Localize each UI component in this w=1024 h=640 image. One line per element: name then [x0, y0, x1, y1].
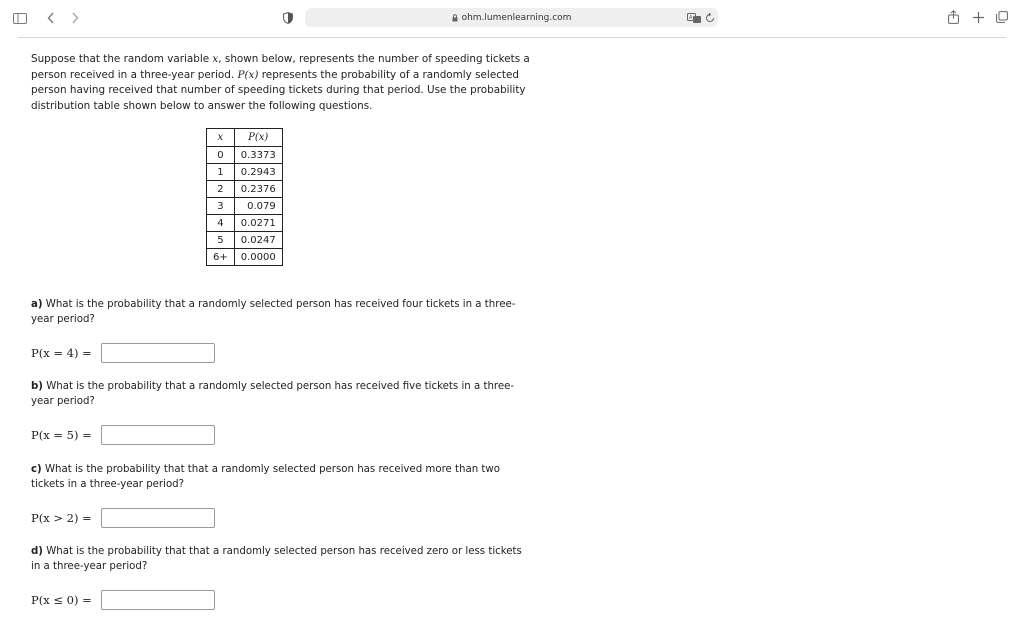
question-b-body: What is the probability that a randomly selected person has received five tickets in a three-year period?	[31, 381, 515, 408]
question-d-letter: d)	[31, 546, 43, 557]
cell-x: 5	[207, 232, 235, 249]
table-row	[207, 215, 283, 232]
answer-a-row	[31, 343, 215, 363]
intro-part2: , shown below, represents the number of speeding tickets a person received in a three-year period.	[31, 53, 530, 81]
svg-text:A: A	[688, 14, 692, 21]
cell-x: 6+	[207, 249, 235, 266]
table-row	[207, 198, 283, 215]
sidebar-icon[interactable]	[12, 11, 28, 25]
toolbar-divider	[18, 37, 1006, 38]
url-text: ohm.lumenlearning.com	[461, 12, 572, 23]
browser-toolbar	[0, 0, 1024, 36]
answer-b-row	[31, 425, 215, 445]
question-c-letter: c)	[31, 464, 42, 475]
cell-p: 0.0000	[234, 249, 282, 266]
answer-a-input[interactable]	[101, 343, 215, 363]
answer-a-label: P(x = 4) =	[31, 346, 92, 360]
shield-icon[interactable]	[282, 11, 294, 25]
question-d-text	[31, 544, 531, 574]
question-c-body: What is the probability that that a randomly selected person has received more than two tickets in a three-year period?	[31, 464, 500, 491]
question-intro	[31, 52, 531, 114]
cell-x: 1	[207, 164, 235, 181]
intro-px: P(x)	[237, 68, 259, 81]
share-icon[interactable]	[946, 9, 960, 25]
intro-variable: x	[212, 53, 219, 65]
question-a-text	[31, 297, 531, 327]
question-d-body: What is the probability that that a randomly selected person has received zero or less tickets in a three-year period?	[31, 546, 522, 573]
cell-p: 0.2943	[234, 164, 282, 181]
cell-p: 0.079	[234, 198, 282, 215]
answer-d-input[interactable]	[101, 590, 215, 610]
cell-p: 0.0271	[234, 215, 282, 232]
table-row	[207, 147, 283, 164]
table-row	[207, 164, 283, 181]
reload-icon[interactable]	[704, 11, 716, 25]
answer-b-label: P(x = 5) =	[31, 428, 92, 442]
cell-x: 2	[207, 181, 235, 198]
cell-p: 0.3373	[234, 147, 282, 164]
cell-x: 4	[207, 215, 235, 232]
answer-c-label: P(x > 2) =	[31, 511, 92, 525]
answer-c-row	[31, 508, 215, 528]
question-c-text	[31, 462, 531, 492]
address-bar[interactable]	[305, 8, 718, 27]
answer-b-input[interactable]	[101, 425, 215, 445]
lock-icon	[452, 14, 458, 22]
probability-table	[206, 128, 283, 266]
forward-icon[interactable]	[68, 10, 82, 26]
table-row	[207, 249, 283, 266]
tabs-overview-icon[interactable]	[995, 10, 1009, 24]
table-header-row	[207, 129, 283, 147]
question-a-body: What is the probability that a randomly selected person has received four tickets in a three-year period?	[31, 299, 516, 326]
table-row	[207, 232, 283, 249]
question-a-letter: a)	[31, 299, 43, 310]
back-icon[interactable]	[44, 10, 58, 26]
question-b-text	[31, 379, 531, 409]
answer-d-label: P(x ≤ 0) =	[31, 593, 92, 607]
intro-text	[31, 52, 531, 114]
cell-p: 0.2376	[234, 181, 282, 198]
intro-part1: Suppose that the random variable	[31, 53, 213, 65]
translate-icon[interactable]	[686, 11, 702, 25]
cell-x: 0	[207, 147, 235, 164]
cell-x: 3	[207, 198, 235, 215]
table-row	[207, 181, 283, 198]
header-px: P(x)	[234, 129, 282, 147]
cell-p: 0.0247	[234, 232, 282, 249]
intro-part3: represents the probability of a randomly selected person having received that number of speeding tickets during that period. Use the probability distribution table shown below to answer the following questions.	[31, 68, 526, 112]
answer-d-row	[31, 590, 215, 610]
question-b-letter: b)	[31, 381, 43, 392]
new-tab-icon[interactable]	[971, 10, 985, 24]
header-x: x	[207, 129, 235, 147]
answer-c-input[interactable]	[101, 508, 215, 528]
